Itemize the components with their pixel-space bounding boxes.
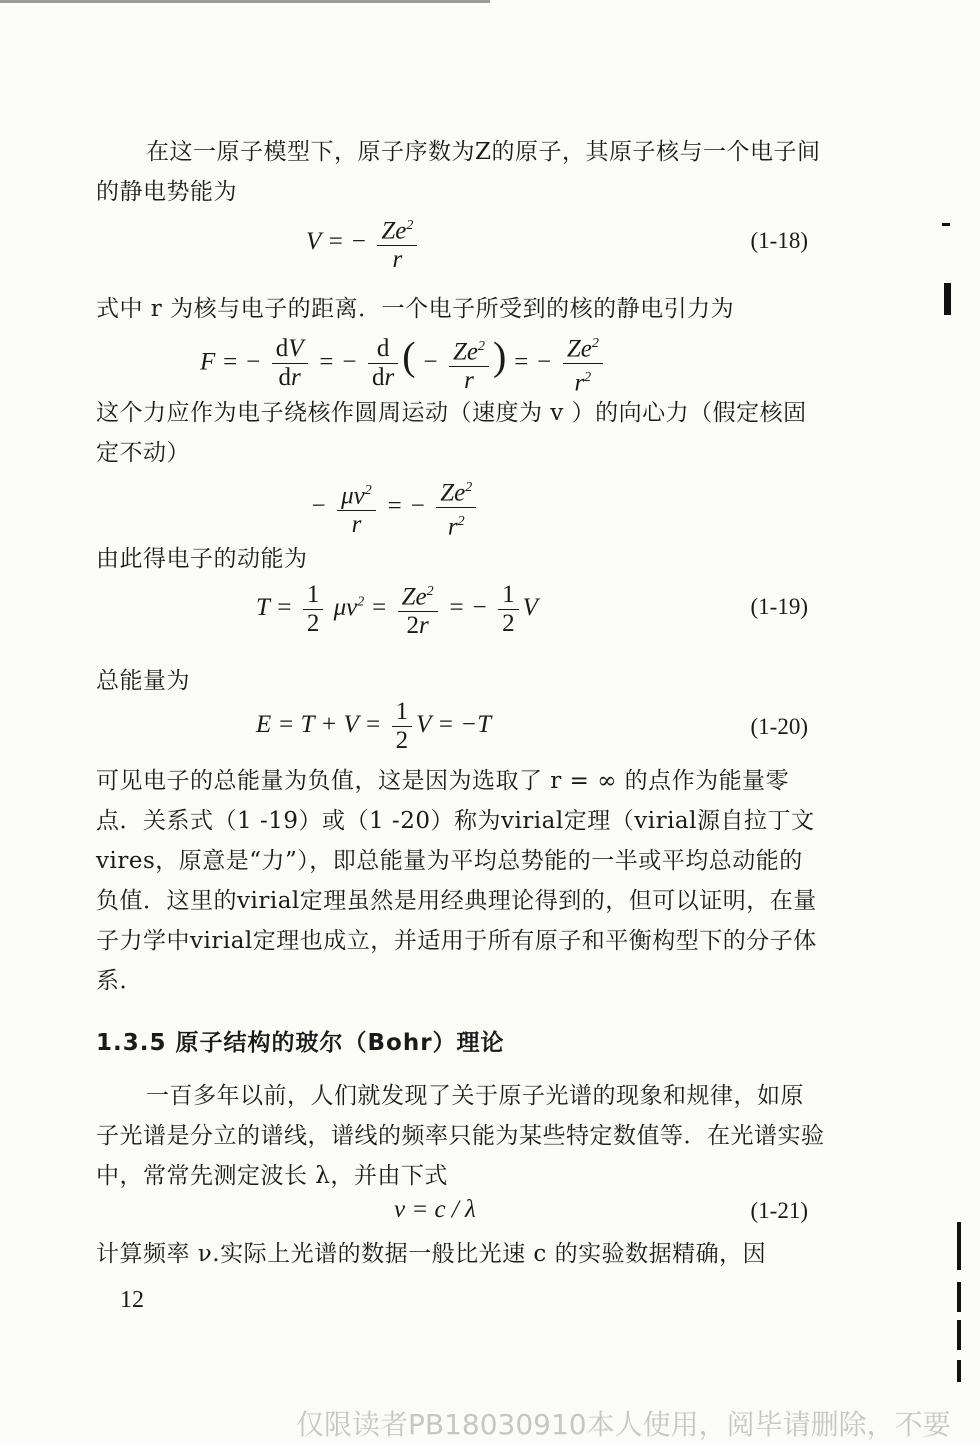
- equation-centripetal: − $\frac{\mu v^2}{r}$ = − $\frac{Ze^2}{r^2}$: [310, 474, 480, 542]
- paragraph-8: 计算频率 ν.实际上光谱的数据一般比光速 c 的实验数据精确，因: [96, 1241, 767, 1267]
- equation-1-19: T = $\frac{1}{2}$ $\mu v^2$ = $\frac{Ze^2}{2r}$ = − $\frac{1}{2}$ V: [256, 578, 538, 640]
- equation-number-1-20: (1-20): [750, 714, 808, 739]
- paragraph-2: 式中 r 为核与电子的距离．一个电子所受到的核的静电引力为: [96, 296, 735, 322]
- page-number: 12: [120, 1287, 144, 1313]
- watermark: 仅限读者PB18030910本人使用，阅毕请删除，不要: [296, 1408, 951, 1441]
- paragraph-5: 总能量为: [96, 668, 190, 694]
- scan-mark: [957, 1320, 961, 1350]
- scan-mark: [944, 283, 951, 315]
- equation-1-18: V = − $\frac{Ze^2}{r}$: [306, 212, 421, 274]
- paragraph-1: 在这一原子模型下，原子序数为Z的原子，其原子核与一个电子间的静电势能为: [96, 139, 821, 205]
- scan-mark: [957, 1222, 961, 1270]
- scan-mark: [957, 1282, 961, 1312]
- equation-1-21: ν = c / λ: [394, 1196, 476, 1223]
- paragraph-6: 可见电子的总能量为负值，这是因为选取了 r = ∞ 的点作为能量零点．关系式（1 -19）或（1 -20）称为virial定理（virial源自拉丁文vires，原意是“力”），即总能量为平均总势能的一半或平均总动能的负值．这里的virial定理虽然是用经典理论得到的，但可以证明，在量子力学中virial定理也成立，并适用于所有原子和平衡构型下的分子体系．: [96, 768, 817, 994]
- equation-number-1-19: (1-19): [750, 594, 808, 619]
- scan-mark: [957, 1360, 961, 1382]
- paragraph-4: 由此得电子的动能为: [96, 546, 308, 572]
- equation-1-20: E = T + V = $\frac{1}{2}$ V = −T: [256, 698, 492, 754]
- scan-mark: [942, 223, 950, 226]
- top-scan-border: [0, 0, 490, 3]
- paragraph-3: 这个力应作为电子绕核作圆周运动（速度为 v ）的向心力（假定核固定不动）: [96, 400, 807, 466]
- equation-force: F = − $\frac{dV}{dr}$ = − $\frac{d}{dr}$ ( − $\frac{Ze^2}{r}$ ) = − $\frac{Ze^2}{r^2}$: [200, 330, 607, 398]
- section-heading: 1.3.5 原子结构的玻尔（Bohr）理论: [96, 1030, 505, 1056]
- equation-number-1-21: (1-21): [750, 1198, 808, 1223]
- paragraph-7: 一百多年以前，人们就发现了关于原子光谱的现象和规律，如原子光谱是分立的谱线，谱线的频率只能为某些特定数值等．在光谱实验中，常常先测定波长 λ，并由下式: [96, 1083, 825, 1189]
- equation-number-1-18: (1-18): [750, 228, 808, 253]
